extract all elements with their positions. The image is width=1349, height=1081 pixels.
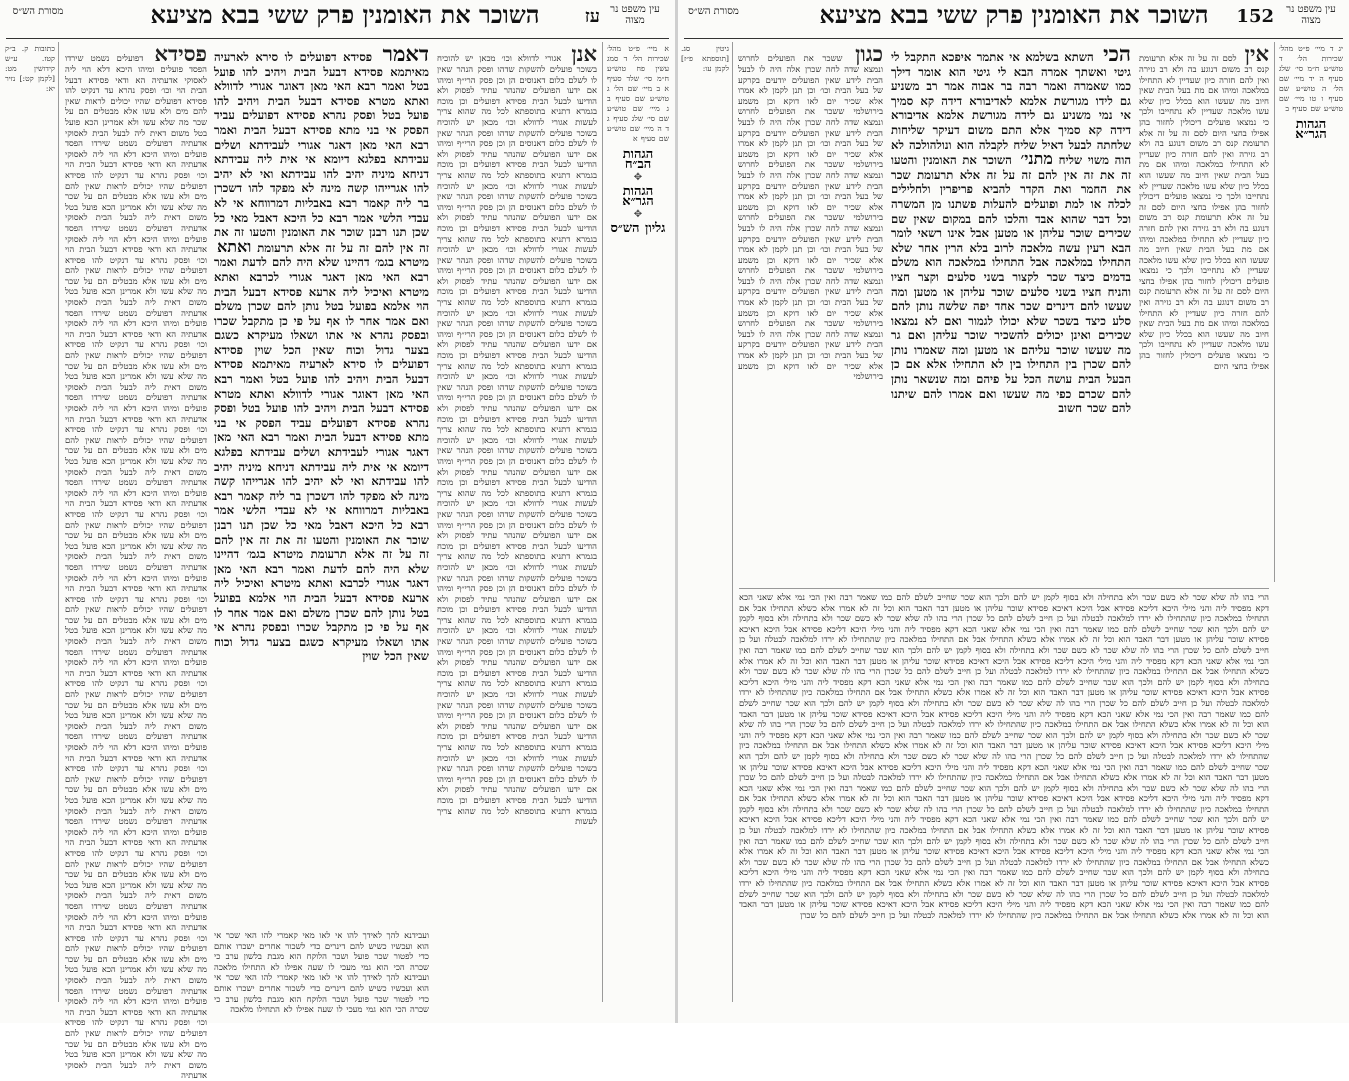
tosafot-column xyxy=(437,41,597,1004)
tosafot-text-repeat: אגורי לדוולא וכו׳ מכאן יש להוכיח בשוכר פועלים להשקות שדהו ופסק הנהר שאין לו לשלם כלום דאנוסים הן וכן פסק הרי״ף ומיהו אם ידעו הפועלים שהנהר עתיד לפסוק ולא הודיעו לבעל הבית פסידא דפועלים וכן מוכח בגמרא דתניא בתוספתא לכל מה שהוא צריך לעשות xyxy=(437,752,597,827)
tosafot-text-repeat: אגורי לדוולא וכו׳ מכאן יש להוכיח בשוכר פועלים להשקות שדהו ופסק הנהר שאין לו לשלם כלום דאנוסים הן וכן פסק הרי״ף ומיהו אם ידעו הפועלים שהנהר עתיד לפסוק ולא הודיעו לבעל הבית פסידא דפועלים וכן מוכח בגמרא דתניא בתוספתא לכל מה שהוא צריך לעשות xyxy=(437,307,597,382)
tosafot-text-repeat: אגורי לדוולא וכו׳ מכאן יש להוכיח בשוכר פועלים להשקות שדהו ופסק הנהר שאין לו לשלם כלום דאנוסים הן וכן פסק הרי״ף ומיהו אם ידעו הפועלים שהנהר עתיד לפסוק ולא הודיעו לבעל הבית פסידא דפועלים וכן מוכח בגמרא דתניא בתוספתא לכל מה שהוא צריך לעשות xyxy=(437,625,597,700)
bottom-commentary-text-repeat: הרי בהו לה שלא שכר לא כשם שכר ולא בתחילה ולא בסוף לקמן יש להם ולכך הוא שכר שחייב לשלם להם כמו שאמר רבה ואין הכי נמי אלא שאני הכא דקא מפסיד ליה והני מילי היכא דליכא פסידא אבל היכא דאיכא פסידא שוכר עליהן או מטען דבר האבד הוא וכל זה לא אמרו אלא כשלא התחילו אבל אם התחילו במלאכה כיון שהתחילו לא ירדו למלאכה לבטלה ועל כן חייב לשלם להם כל שכרן xyxy=(739,782,1269,814)
bottom-commentary-text-repeat: הרי בהו לה שלא שכר לא כשם שכר ולא בתחילה ולא בסוף לקמן יש להם ולכך הוא שכר שחייב לשלם להם כמו שאמר רבה ואין הכי נמי אלא שאני הכא דקא מפסיד ליה והני מילי היכא דליכא פסידא אבל היכא דאיכא פסידא שוכר עליהן או מטען דבר האבד הוא וכל זה לא אמרו אלא כשלא התחילו אבל אם התחילו במלאכה כיון שהתחילו לא ירדו למלאכה לבטלה ועל כן חייב לשלם להם כל שכרן xyxy=(739,666,1269,708)
rashi-text-repeat: לסם זה על זה אלא תרעומת קנס רב משום דנוגע בה ולא רב גזירה ואין להם חזרה כיון שעדיין לא התחילו במלאכה ומיהו אם מת בעל הבית שאין חיוב מה שעשו הוא בכלל כיון שלא עשו מלאכה שעדיין לא נתחייבו ולכך כי נמצאו פועלים דיכולין לחזור בהן אפילו בחצי היום xyxy=(1139,127,1270,212)
gemara-text-repeat: פסידא דפועלים לו סירא לארעיה מאיתמא פסידא דבעל הבית ויהיב להו פועל בטל ואמר רבא האי מאן דאוגר אגורי לדוולא ואתא מטרא פסידא דבעל הבית ויהיב להו פועל בטל ופסק נהרא פסידא דפועלים עביד הפסק אי בני מתא פסידא דבעל הבית ואמר רבא האי מאן דאגר אגורי לעבידתא ושלים עבידתא בפלגא דיומא אי אית ליה עבידתא דניחא מיניה יהיב להו עבידתא ואי לא יהיב להו אגרייהו קשה מינה לא מפקד להו דשכרן בר ליה קאמר רבא באבליות דמרווחא אי לא עבדי הלשי אמר רבא כל היכא דאבל מאי כל שכן תנו רבנן שוכר את האומנין והטעו זה את זה אין להם זה על זה אלא תרעומת xyxy=(214,342,429,562)
rashi-column xyxy=(65,41,207,1081)
rashi-text-repeat: דפועלים נשמט שירדו הפסד פועלים ומיהו היכא דלא הוי ליה לאסוקי אדעתיה הא ודאי פסידא דבעל הבית הוי וכו׳ ופסק נהרא עד דנקיט להו פסידא דפועלים שהיו יכולים לראות שאין להם מים ולא עשו אלא מבטלים הם על שכר מה שלא עשו ולא אמרינן הכא פועל בטל משום דאית ליה לבעל הבית לאסוקי אדעתיה xyxy=(65,900,207,996)
bottom-commentary-text-repeat: הרי בהו לה שלא שכר לא כשם שכר ולא בתחילה ולא בסוף לקמן יש להם ולכך הוא שכר שחייב לשלם להם כמו שאמר רבה ואין הכי נמי אלא שאני הכא דקא מפסיד ליה והני מילי היכא דליכא פסידא אבל היכא דאיכא פסידא שוכר עליהן או מטען דבר האבד הוא וכל זה לא אמרו אלא כשלא התחילו אבל אם התחילו במלאכה כיון שהתחילו לא ירדו למלאכה לבטלה ועל כן חייב לשלם להם כל שכרן xyxy=(739,613,1269,655)
masoret-column xyxy=(681,44,729,744)
gilyon-hashas-heading: גליון הש״ס xyxy=(610,221,666,236)
tosafot-text-repeat: ששכר את הפועלים לחרוש ונמצא שדה לחה שכרן אלה היה לו לבעל הבית לידע שאין הפועלים יודעים בקרקע של בעל הבית וכו׳ וכן תנן לקמן לא אמרו אלא שכיר יום לאו דוקא וכן משמע בירושלמי xyxy=(738,265,883,329)
ein-mishpat-label: עין משפט נר מצוה xyxy=(610,4,660,26)
rashi-text-repeat: דפועלים נשמט שירדו הפסד פועלים ומיהו היכא דלא הוי ליה לאסוקי אדעתיה הא ודאי פסידא דבעל הבית הוי וכו׳ ופסק נהרא עד דנקיט להו פסידא דפועלים שהיו יכולים לראות שאין להם מים ולא עשו אלא מבטלים הם על שכר מה שלא עשו ולא אמרינן הכא פועל בטל משום דאית ליה לבעל הבית לאסוקי אדעתיה xyxy=(65,561,207,657)
hagahot-habach-heading: הגהות הב״ח xyxy=(622,147,654,172)
masoret-label: מסורת הש״ס xyxy=(12,6,64,17)
rashi-text-repeat: דפועלים נשמט שירדו הפסד פועלים ומיהו היכא דלא הוי ליה לאסוקי אדעתיה הא ודאי פסידא דבעל הבית הוי וכו׳ ופסק נהרא עד דנקיט להו פסידא דפועלים שהיו יכולים לראות שאין להם מים ולא עשו אלא מבטלים הם על שכר מה שלא עשו ולא אמרינן הכא פועל בטל משום דאית ליה לבעל הבית לאסוקי אדעתיה xyxy=(65,985,207,1081)
bottom-commentary-text-repeat: הרי בהו לה שלא שכר לא כשם שכר ולא בתחילה ולא בסוף לקמן יש להם ולכך הוא שכר שחייב לשלם להם כמו שאמר רבה ואין הכי נמי אלא שאני הכא דקא מפסיד ליה והני מילי היכא דליכא פסידא אבל היכא דאיכא פסידא שוכר עליהן או מטען דבר האבד הוא וכל זה לא אמרו אלא כשלא התחילו אבל אם התחילו במלאכה כיון שהתחילו לא ירדו למלאכה לבטלה ועל כן חייב לשלם להם כל שכרן xyxy=(739,856,1269,899)
rashi-text: לסם זה על זה אלא תרעומת קנס רב משום דנוגע בה ולא רב גזירה ואין להם חזרה כיון שעדיין לא התחילו במלאכה ומיהו אם מת בעל הבית שאין חיוב מה שעשו הוא בכלל כיון שלא עשו מלאכה שעדיין לא נתחייבו ולכך כי נמצאו פועלים דיכולין לחזור בהן אפילו בחצי היום xyxy=(1139,53,1270,138)
tosafot-text-repeat: אגורי לדוולא וכו׳ מכאן יש להוכיח בשוכר פועלים להשקות שדהו ופסק הנהר שאין לו לשלם כלום דאנוסים הן וכן פסק הרי״ף ומיהו אם ידעו הפועלים שהנהר עתיד לפסוק ולא הודיעו לבעל הבית פסידא דפועלים וכן מוכח בגמרא דתניא בתוספתא לכל מה שהוא צריך לעשות xyxy=(437,116,597,191)
ein-mishpat-text: יג ד מיי׳ פ״ט מהל׳ שכירות הל׳ ד טוש״ע ח״מ סי׳ שלג סעיף ה יד מיי׳ שם הל׳ ה טוש״ע שם סעיף ו טו מיי׳ שם טוש״ע שם סעיף ב xyxy=(1279,44,1343,113)
column-divider xyxy=(58,42,59,1002)
mishnah-lead: מתני׳ xyxy=(1020,149,1053,169)
rashi-text-repeat: דפועלים נשמט שירדו הפסד פועלים ומיהו היכא דלא הוי ליה לאסוקי אדעתיה הא ודאי פסידא דבעל הבית הוי וכו׳ ופסק נהרא עד דנקיט להו פסידא דפועלים שהיו יכולים לראות שאין להם מים ולא עשו אלא מבטלים הם על שכר מה שלא עשו ולא אמרינן הכא פועל בטל משום דאית ליה לבעל הבית לאסוקי אדעתיה xyxy=(65,392,207,488)
ornament-divider: ✥ xyxy=(633,209,643,220)
ein-mishpat-label: עין משפט נר מצוה xyxy=(1286,4,1336,26)
gemara-section4-text: ואם גר מה שעשו שוכר עליהם או מטען ומה שאמרו נותן להם שכרן בין התחילו בין לא התחילו אלא אם כן הבעל הבית עושה הכל על פיהם ומה שנשאר נותן להם שכרם כפי מה שעשו ואם אמרו להם שיתנו להם שכר חשוב xyxy=(891,328,1131,416)
column-divider xyxy=(602,42,603,1002)
tosafot-text: אגורי לדוולא וכו׳ מכאן יש להוכיח בשוכר פועלים להשקות שדהו ופסק הנהר שאין לו לשלם כלום דאנוסים הן וכן פסק הרי״ף ומיהו אם ידעו הפועלים שהנהר עתיד לפסוק ולא הודיעו לבעל הבית פסידא דפועלים וכן מוכח בגמרא דתניא בתוספתא לכל מה שהוא צריך לעשות xyxy=(437,53,597,127)
hagahot-hagra-heading: הגהות הגר״א xyxy=(622,184,654,209)
tosafot-text-repeat: אגורי לדוולא וכו׳ מכאן יש להוכיח בשוכר פועלים להשקות שדהו ופסק הנהר שאין לו לשלם כלום דאנוסים הן וכן פסק הרי״ף ומיהו אם ידעו הפועלים שהנהר עתיד לפסוק ולא הודיעו לבעל הבית פסידא דפועלים וכן מוכח בגמרא דתניא בתוספתא לכל מה שהוא צריך לעשות xyxy=(437,689,597,763)
page-number: 152 xyxy=(1236,6,1274,27)
right-page xyxy=(678,0,1349,1023)
folio-number: עז xyxy=(584,6,600,27)
bottom-commentary-text-repeat: הרי בהו לה שלא שכר לא כשם שכר ולא בתחילה ולא בסוף לקמן יש להם ולכך הוא שכר שחייב לשלם להם כמו שאמר רבה ואין הכי נמי אלא שאני הכא דקא מפסיד ליה והני מילי היכא דליכא פסידא אבל היכא דאיכא פסידא שוכר עליהן או מטען דבר האבד הוא וכל זה לא אמרו אלא כשלא התחילו אבל אם התחילו במלאכה כיון שהתחילו לא ירדו למלאכה לבטלה ועל כן חייב לשלם להם כל שכרן xyxy=(739,697,1269,730)
bottom-commentary-text-repeat: ועבידנא להך לאידך להו אי לאו מאי קאמרי להו האי שכר אי הוא ועכשיו כשיש להם דינרים כדי לשכור אחרים ישכרו אותם כדי לפטור שכר פועל ושכר הלוקח הוא מגבת בלשון ערב כי שכרה הכי הוא גמי מעכי לו שעה אפילו לא התחילו מלאכה xyxy=(214,972,429,1015)
bottom-commentary-text-repeat: הרי בהו לה שלא שכר לא כשם שכר ולא בתחילה ולא בסוף לקמן יש להם ולכך הוא שכר שחייב לשלם להם כמו שאמר רבה ואין הכי נמי אלא שאני הכא דקא מפסיד ליה והני מילי היכא דליכא פסידא אבל היכא דאיכא פסידא שוכר עליהן או מטען דבר האבד הוא וכל זה לא אמרו אלא כשלא התחילו אבל אם התחילו במלאכה כיון שהתחילו לא ירדו למלאכה לבטלה ועל כן חייב לשלם להם כל שכרן xyxy=(739,719,1269,761)
rashi-column xyxy=(1139,41,1270,584)
bottom-commentary-text: ועבידנא להך לאידך להו אי לאו מאי קאמרי להו האי שכר אי הוא ועכשיו כשיש להם דינרים כדי לשכור אחרים ישכרו אותם כדי לפטור שכר פועל ושכר הלוקח הוא מגבת בלשון ערב כי שכרה הכי הוא גמי מעכי לו שעה אפילו לא התחילו מלאכה xyxy=(214,930,429,972)
masoret-text: גיטין סג. [תוספתא פ״ז] לקמן עו: xyxy=(681,44,729,73)
masoret-label: מסורת הש״ס xyxy=(688,6,739,17)
rashi-text-repeat: דפועלים נשמט שירדו הפסד פועלים ומיהו היכא דלא הוי ליה לאסוקי אדעתיה הא ודאי פסידא דבעל הבית הוי וכו׳ ופסק נהרא עד דנקיט להו פסידא דפועלים שהיו יכולים לראות שאין להם מים ולא עשו אלא מבטלים הם על שכר מה שלא עשו ולא אמרינן הכא פועל בטל משום דאית ליה לבעל הבית לאסוקי אדעתיה xyxy=(65,138,207,233)
rashi-text-repeat: דפועלים נשמט שירדו הפסד פועלים ומיהו היכא דלא הוי ליה לאסוקי אדעתיה הא ודאי פסידא דבעל הבית הוי וכו׳ ופסק נהרא עד דנקיט להו פסידא דפועלים שהיו יכולים לראות שאין להם מים ולא עשו אלא מבטלים הם על שכר מה שלא עשו ולא אמרינן הכא פועל בטל משום דאית ליה לבעל הבית לאסוקי אדעתיה xyxy=(65,222,207,318)
tosafot-text-repeat: ששכר את הפועלים לחרוש ונמצא שדה לחה שכרן אלה היה לו לבעל הבית לידע שאין הפועלים יודעים בקרקע של בעל הבית וכו׳ וכן תנן לקמן לא אמרו אלא שכיר יום לאו דוקא וכן משמע בירושלמי xyxy=(738,212,883,276)
tosafot-text-repeat: אגורי לדוולא וכו׳ מכאן יש להוכיח בשוכר פועלים להשקות שדהו ופסק הנהר שאין לו לשלם כלום דאנוסים הן וכן פסק הרי״ף ומיהו אם ידעו הפועלים שהנהר עתיד לפסוק ולא הודיעו לבעל הבית פסידא דפועלים וכן מוכח בגמרא דתניא בתוספתא לכל מה שהוא צריך לעשות xyxy=(437,371,597,445)
rashi-text: דפועלים נשמט שירדו הפסד פועלים ומיהו היכא דלא הוי ליה לאסוקי אדעתיה הא ודאי פסידא דבעל הבית הוי וכו׳ ופסק נהרא עד דנקיט להו פסידא דפועלים שהיו יכולים לראות שאין להם מים ולא עשו אלא מבטלים הם על שכר מה שלא עשו ולא אמרינן הכא פועל בטל משום דאית ליה לבעל הבית לאסוקי אדעתיה xyxy=(65,53,207,149)
rashi-lead-word: אין xyxy=(1244,41,1269,66)
rashi-text-repeat: דפועלים נשמט שירדו הפסד פועלים ומיהו היכא דלא הוי ליה לאסוקי אדעתיה הא ודאי פסידא דבעל הבית הוי וכו׳ ופסק נהרא עד דנקיט להו פסידא דפועלים שהיו יכולים לראות שאין להם מים ולא עשו אלא מבטלים הם על שכר מה שלא עשו ולא אמרינן הכא פועל בטל משום דאית ליה לבעל הבית לאסוקי אדעתיה xyxy=(65,307,207,403)
gemara-lead-word: דאמר xyxy=(382,41,429,66)
tosafot-lead-word: אנן xyxy=(571,41,597,66)
bottom-commentary-text-repeat: הרי בהו לה שלא שכר לא כשם שכר ולא בתחילה ולא בסוף לקמן יש להם ולכך הוא שכר שחייב לשלם להם כמו שאמר רבה ואין הכי נמי אלא שאני הכא דקא מפסיד ליה והני מילי היכא דליכא פסידא אבל היכא דאיכא פסידא שוכר עליהן או מטען דבר האבד הוא וכל זה לא אמרו אלא כשלא התחילו אבל אם התחילו במלאכה כיון שהתחילו לא ירדו למלאכה לבטלה ועל כן חייב לשלם להם כל שכרן xyxy=(739,835,1269,867)
header-rule xyxy=(684,38,1343,39)
masoret-text: כתובות ק. ב״ק קטז. ע״ש קידושין מט: [לקמן קט:] נזיר יא: xyxy=(5,44,55,93)
tosafot-text-repeat: אגורי לדוולא וכו׳ מכאן יש להוכיח בשוכר פועלים להשקות שדהו ופסק הנהר שאין לו לשלם כלום דאנוסים הן וכן פסק הרי״ף ומיהו אם ידעו הפועלים שהנהר עתיד לפסוק ולא הודיעו לבעל הבית פסידא דפועלים וכן מוכח בגמרא דתניא בתוספתא לכל מה שהוא צריך לעשות xyxy=(437,434,597,509)
bottom-section-rule xyxy=(739,588,1269,589)
ein-mishpat-text: א מיי׳ פ״ט מהל׳ שכירות הל׳ ד סמג עשין פח טוש״ע ח״מ סי׳ שלד סעיף א ב מיי׳ שם הל׳ ג טוש״ע שם סעיף ב ג מיי׳ שם טוש״ע שם סי׳ שלג סעיף ג ד ה מיי׳ שם טוש״ע שם סעיף א xyxy=(607,44,669,143)
rashi-text-repeat: לסם זה על זה אלא תרעומת קנס רב משום דנוגע בה ולא רב גזירה ואין להם חזרה כיון שעדיין לא התחילו במלאכה ומיהו אם מת בעל הבית שאין חיוב מה שעשו הוא בכלל כיון שלא עשו מלאכה שעדיין לא נתחייבו ולכך כי נמצאו פועלים דיכולין לחזור בהן אפילו בחצי היום xyxy=(1139,201,1269,297)
gemara-section-text-repeat: מיטרא בגמ׳ דהיינו שלא היה להם לדעת ואמר רבא האי מאן דאגר אגורי לכרבא ואתא מיטרא ואיכיל ליה ארעא פסידא דבעל הבית הוי אלמא בפועל בטל נותן להם שכרן משלם ואם אמר אחר לו אף על פי כן מתקבל שכרו ובפסק נהרא אי אתו ושאלו מעיקרא כשגם בצער גדול וכוח שאין הכל שוין xyxy=(214,547,429,664)
page-header-title: השוכר את האומנין פרק ששי בבא מציעא xyxy=(150,0,540,29)
tosafot-text-repeat: ששכר את הפועלים לחרוש ונמצא שדה לחה שכרן אלה היה לו לבעל הבית לידע שאין הפועלים יודעים בקרקע של בעל הבית וכו׳ וכן תנן לקמן לא אמרו אלא שכיר יום לאו דוקא וכן משמע בירושלמי xyxy=(738,159,883,223)
rashi-text-repeat: דפועלים נשמט שירדו הפסד פועלים ומיהו היכא דלא הוי ליה לאסוקי אדעתיה הא ודאי פסידא דבעל הבית הוי וכו׳ ופסק נהרא עד דנקיט להו פסידא דפועלים שהיו יכולים לראות שאין להם מים ולא עשו אלא מבטלים הם על שכר מה שלא עשו ולא אמרינן הכא פועל בטל משום דאית ליה לבעל הבית לאסוקי אדעתיה xyxy=(65,816,207,911)
tosafot-text-repeat: אגורי לדוולא וכו׳ מכאן יש להוכיח בשוכר פועלים להשקות שדהו ופסק הנהר שאין לו לשלם כלום דאנוסים הן וכן פסק הרי״ף ומיהו אם ידעו הפועלים שהנהר עתיד לפסוק ולא הודיעו לבעל הבית פסידא דפועלים וכן מוכח בגמרא דתניא בתוספתא לכל מה שהוא צריך לעשות xyxy=(437,180,597,255)
gemara-section-text: מיטרא בגמ׳ דהיינו שלא היה להם לדעת ואמר רבא האי מאן דאגר אגורי לכרבא ואתא מיטרא ואיכיל ליה ארעא פסידא דבעל הבית הוי אלמא בפועל בטל נותן להם שכרן משלם ואם אמר אחר לו אף על פי כן מתקבל שכרו ובפסק נהרא אי אתו ושאלו מעיקרא כשגם בצער גדול וכוח שאין הכל שוין xyxy=(214,255,429,357)
bottom-commentary-text-repeat: הרי בהו לה שלא שכר לא כשם שכר ולא בתחילה ולא בסוף לקמן יש להם ולכך הוא שכר שחייב לשלם להם כמו שאמר רבה ואין הכי נמי אלא שאני הכא דקא מפסיד ליה והני מילי היכא דליכא פסידא אבל היכא דאיכא פסידא שוכר עליהן או מטען דבר האבד הוא וכל זה לא אמרו אלא כשלא התחילו אבל אם התחילו במלאכה כיון שהתחילו לא ירדו למלאכה לבטלה ועל כן חייב לשלם להם כל שכרן xyxy=(739,750,1269,783)
bottom-commentary xyxy=(214,930,429,1015)
column-divider xyxy=(1274,42,1275,582)
page-header-title: השוכר את האומנין פרק ששי בבא מציעא xyxy=(819,0,1209,29)
ein-mishpat-column xyxy=(1279,44,1343,544)
gemara-section3-text: אבל אינו רשאי לומר הבא רעין עשה מלאכה לרוב בלא הרין אחר שלא התחילו במלאכה אבל התחילו במלאכה הוא משלם בדמים כיצד שכר לקצור בשני סלעים וקצר חציו והניח חציו בשני סלעים שוכר עליהן או מטען ומה שעשו להם דינרים שכר אחד יפה שלשה נותן להם סלע כיצד בשכר שלא יכולו לגמור ואם לא נמצאו שכירים ואינן יכולים להשכיר שוכר עליהן xyxy=(891,226,1131,343)
masoret-column xyxy=(5,44,55,444)
ein-mishpat-column xyxy=(607,44,669,1004)
bottom-commentary-text-repeat: הרי בהו לה שלא שכר לא כשם שכר ולא בתחילה ולא בסוף לקמן יש להם ולכך הוא שכר שחייב לשלם להם כמו שאמר רבה ואין הכי נמי אלא שאני הכא דקא מפסיד ליה והני מילי היכא דליכא פסידא אבל היכא דאיכא פסידא שוכר עליהן או מטען דבר האבד הוא וכל זה לא אמרו אלא כשלא התחילו אבל אם התחילו במלאכה כיון שהתחילו לא ירדו למלאכה לבטלה ועל כן חייב לשלם להם כל שכרן xyxy=(739,803,1269,846)
tosafot-text-repeat: אגורי לדוולא וכו׳ מכאן יש להוכיח בשוכר פועלים להשקות שדהו ופסק הנהר שאין לו לשלם כלום דאנוסים הן וכן פסק הרי״ף ומיהו אם ידעו הפועלים שהנהר עתיד לפסוק ולא הודיעו לבעל הבית פסידא דפועלים וכן מוכח בגמרא דתניא בתוספתא לכל מה שהוא צריך לעשות xyxy=(437,498,597,572)
bottom-commentary xyxy=(739,592,1269,1012)
bottom-commentary-text: הרי בהו לה שלא שכר לא כשם שכר ולא בתחילה ולא בסוף לקמן יש להם ולכך הוא שכר שחייב לשלם להם כמו שאמר רבה ואין הכי נמי אלא שאני הכא דקא מפסיד ליה והני מילי היכא דליכא פסידא אבל היכא דאיכא פסידא שוכר עליהן או מטען דבר האבד הוא וכל זה לא אמרו אלא כשלא התחילו אבל אם התחילו במלאכה כיון שהתחילו לא ירדו למלאכה לבטלה ועל כן חייב לשלם להם כל שכרן xyxy=(739,592,1269,624)
bottom-commentary-text-repeat: הרי בהו לה שלא שכר לא כשם שכר ולא בתחילה ולא בסוף לקמן יש להם ולכך הוא שכר שחייב לשלם להם כמו שאמר רבה ואין הכי נמי אלא שאני הכא דקא מפסיד ליה והני מילי היכא דליכא פסידא אבל היכא דאיכא פסידא שוכר עליהן או מטען דבר האבד הוא וכל זה לא אמרו אלא כשלא התחילו אבל אם התחילו במלאכה כיון שהתחילו לא ירדו למלאכה לבטלה ועל כן חייב לשלם להם כל שכרן xyxy=(739,888,1269,920)
ornament-divider: ✥ xyxy=(633,172,643,183)
gemara-lead-word: הכי xyxy=(1103,41,1131,66)
hagahot-hagra-heading: הגהות הגר״א xyxy=(1295,117,1327,142)
rashi-text-repeat: לסם זה על זה אלא תרעומת קנס רב משום דנוגע בה ולא רב גזירה ואין להם חזרה כיון שעדיין לא התחילו במלאכה ומיהו אם מת בעל הבית שאין חיוב מה שעשו הוא בכלל כיון שלא עשו מלאכה שעדיין לא נתחייבו ולכך כי נמצאו פועלים דיכולין לחזור בהן אפילו בחצי היום xyxy=(1139,286,1269,371)
gemara-text: פסידא דפועלים לו סירא לארעיה מאיתמא פסידא דבעל הבית ויהיב להו פועל בטל ואמר רבא האי מאן דאוגר אגורי לדוולא ואתא מטרא פסידא דבעל הבית ויהיב להו פועל בטל ופסק נהרא פסידא דפועלים עביד הפסק אי בני מתא פסידא דבעל הבית ואמר רבא האי מאן דאגר אגורי לעבידתא ושלים עבידתא בפלגא דיומא אי אית ליה עבידתא דניחא מיניה יהיב להו עבידתא ואי לא יהיב להו אגרייהו קשה מינה לא מפקד להו דשכרן בר ליה קאמר רבא באבליות דמרווחא אי לא עבדי הלשי אמר רבא כל היכא דאבל מאי כל שכן תנו רבנן שוכר את האומנין והטעו זה את זה אין להם זה על זה אלא תרעומת xyxy=(214,50,429,255)
tosafot-column xyxy=(738,41,883,584)
bottom-commentary-text-repeat: הרי בהו לה שלא שכר לא כשם שכר ולא בתחילה ולא בסוף לקמן יש להם ולכך הוא שכר שחייב לשלם להם כמו שאמר רבה ואין הכי נמי אלא שאני הכא דקא מפסיד ליה והני מילי היכא דליכא פסידא אבל היכא דאיכא פסידא שוכר עליהן או מטען דבר האבד הוא וכל זה לא אמרו אלא כשלא התחילו אבל אם התחילו במלאכה כיון שהתחילו לא ירדו למלאכה לבטלה ועל כן חייב לשלם להם כל שכרן xyxy=(739,644,1269,677)
tosafot-text-repeat: ששכר את הפועלים לחרוש ונמצא שדה לחה שכרן אלה היה לו לבעל הבית לידע שאין הפועלים יודעים בקרקע של בעל הבית וכו׳ וכן תנן לקמן לא אמרו אלא שכיר יום לאו דוקא וכן משמע בירושלמי xyxy=(738,318,883,382)
tosafot-text-repeat: אגורי לדוולא וכו׳ מכאן יש להוכיח בשוכר פועלים להשקות שדהו ופסק הנהר שאין לו לשלם כלום דאנוסים הן וכן פסק הרי״ף ומיהו אם ידעו הפועלים שהנהר עתיד לפסוק ולא הודיעו לבעל הבית פסידא דפועלים וכן מוכח בגמרא דתניא בתוספתא לכל מה שהוא צריך לעשות xyxy=(437,244,597,318)
rashi-text-repeat: דפועלים נשמט שירדו הפסד פועלים ומיהו היכא דלא הוי ליה לאסוקי אדעתיה הא ודאי פסידא דבעל הבית הוי וכו׳ ופסק נהרא עד דנקיט להו פסידא דפועלים שהיו יכולים לראות שאין להם מים ולא עשו אלא מבטלים הם על שכר מה שלא עשו ולא אמרינן הכא פועל בטל משום דאית ליה לבעל הבית לאסוקי אדעתיה xyxy=(65,731,207,827)
mishnah-text: השוכר את האומנין והטעו זה את זה אין להם זה על זה אלא תרעומת שכר את החמר ואת הקדר להביא פריפרין ולחלילים לכלה או למת ופועלים להעלות פשתנו מן המשרה וכל דבר שהוא אבד והלכו להם במקום שאין שם שכירים שוכר עליהן או מטען xyxy=(891,153,1131,241)
tosafot-text-repeat: ששכר את הפועלים לחרוש ונמצא שדה לחה שכרן אלה היה לו לבעל הבית לידע שאין הפועלים יודעים בקרקע של בעל הבית וכו׳ וכן תנן לקמן לא אמרו אלא שכיר יום לאו דוקא וכן משמע בירושלמי xyxy=(738,106,883,170)
rashi-lead-word: פסידא xyxy=(154,41,207,66)
tosafot-lead-word: כגון xyxy=(855,41,883,66)
gemara-section-lead: ואתא xyxy=(217,236,252,256)
gemara-main-text xyxy=(891,41,1131,584)
gemara-main-text xyxy=(214,41,429,924)
tosafot-text-repeat: אגורי לדוולא וכו׳ מכאן יש להוכיח בשוכר פועלים להשקות שדהו ופסק הנהר שאין לו לשלם כלום דאנוסים הן וכן פסק הרי״ף ומיהו אם ידעו הפועלים שהנהר עתיד לפסוק ולא הודיעו לבעל הבית פסידא דפועלים וכן מוכח בגמרא דתניא בתוספתא לכל מה שהוא צריך לעשות xyxy=(437,561,597,636)
rashi-text-repeat: דפועלים נשמט שירדו הפסד פועלים ומיהו היכא דלא הוי ליה לאסוקי אדעתיה הא ודאי פסידא דבעל הבית הוי וכו׳ ופסק נהרא עד דנקיט להו פסידא דפועלים שהיו יכולים לראות שאין להם מים ולא עשו אלא מבטלים הם על שכר מה שלא עשו ולא אמרינן הכא פועל בטל משום דאית ליה לבעל הבית לאסוקי אדעתיה xyxy=(65,646,207,742)
rashi-text-repeat: דפועלים נשמט שירדו הפסד פועלים ומיהו היכא דלא הוי ליה לאסוקי אדעתיה הא ודאי פסידא דבעל הבית הוי וכו׳ ופסק נהרא עד דנקיט להו פסידא דפועלים שהיו יכולים לראות שאין להם מים ולא עשו אלא מבטלים הם על שכר מה שלא עשו ולא אמרינן הכא פועל בטל משום דאית ליה לבעל הבית לאסוקי אדעתיה xyxy=(65,477,207,572)
header-rule xyxy=(6,38,669,39)
gemara-text: השתא בשלמא אי אתמר איפכא התקבל לי גיטי ואשתך אמרה הבא לי גיטי הוא אומר דילך כמו שאמרה ואמר רבה בר אבוה אמר רב משניע גם לידו מגורשת אלמא לאדיבורא דידה קא סמיך אי נמי משניע גם לידה מגורשת אלמא אדיבורא דידה קא סמיך אלא התם משום דעיקר שליחות שלחתה לבעל דאיל שליח לקבלה הוא ונולהולכה לא הוה משוי שליח xyxy=(891,50,1131,168)
tosafot-text: ששכר את הפועלים לחרוש ונמצא שדה לחה שכרן אלה היה לו לבעל הבית לידע שאין הפועלים יודעים בקרקע של בעל הבית וכו׳ וכן תנן לקמן לא אמרו אלא שכיר יום לאו דוקא וכן משמע בירושלמי xyxy=(738,53,883,117)
column-divider xyxy=(732,42,733,1002)
